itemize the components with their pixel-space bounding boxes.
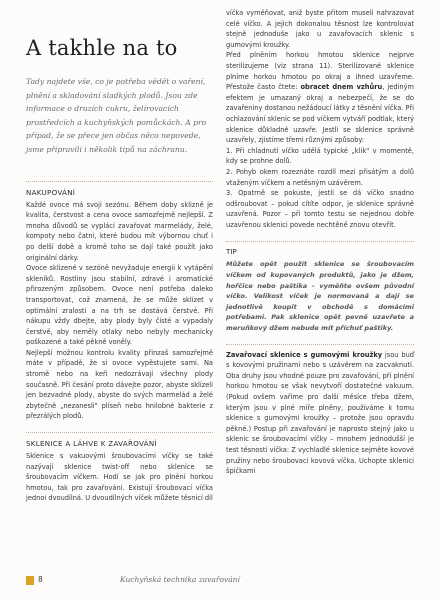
running-title: Kuchyňská technika zavařování [120,575,240,584]
section-gumove-krouzky [226,344,414,477]
page-marker-square [26,576,34,585]
paragraph [226,350,414,477]
left-column [26,36,213,504]
list-item: 3. Opatrně se pokuste, jestli se dá víčko snadno odšroubovat – pokud cítíte odpor, je sklenice správně uzavřená. Pozor – při tomto testu se nejednou dobře uzavřenou sklenici povede nechtěně znovu otevřít. [226,189,414,229]
emphasis-text: obracet dnem vzhůru [300,83,383,92]
text-run: jsou buď s kovovými pružinami nebo s uzávěrem na zacvaknutí. Oba druhy jsou vhodné pouze pro zavařování, při plnění horkou hmotou se však nevytvoří dostatečné vakuum. (Pokud ovšem vaříme pro další měsíce třeba džem, kterým jsou v plné míře plněny, používáme k tomu sklenice s gumovými kroužky – protože jsou opravdu pěkné.) Postup při zavařování je naprosto stejný jako u sklenic se šroubovacími víčky – mnohem jednodušší je test těsnosti víčka: Z vychladlé sklenice sejměte kovové pružiny nebo šroubovací kovová víčka. Uchopte sklenici špičkami [226,350,414,476]
page-title: A takhle na to [26,36,178,60]
text-run: , jediným efektem je umazaný okraj a nebezpečí, že se do zavařeniny dostanou nežádoucí látky z těsnění víčka. Při ochlazování sklenic se pod víčkem vytváří podtlak, který sklenice důkladně uzavře. Jestli se sklenice správně uzavřely, zjistíme třemi různými způsoby: [226,83,414,145]
page-number: 8 [38,575,43,584]
paragraph: Každé ovoce má svoji sezónu. Během doby sklizně je kvalita, čerstvost a cena ovoce samozřejmě nejlepší. Z mnoha důvodů se vyplácí zavařovat marmelády, želé, kompoty nebo čatni, které budou mít výbornou chuť i po delší době a kromě toho se dají také použít jako originální dárky. [26,200,213,262]
paragraph [226,50,414,145]
paragraph: Sklenice s vakuovými šroubovacími víčky se také nazývají sklenice twist-off nebo sklenice se šroubovacím víčkem. Hodí se jak pro plnění horkou hmotou, tak pro zavařování. Existují šroubovací víčka jednoi dvoudílná. U dvoudílných víček můžete těsnicí díl [26,452,213,503]
tip-text: Můžete opět použít sklenice se šroubovacím víčkem od kupovaných produktů, jako je džem, hořčice nebo paštika – vyměňte ovšem původní víčko. Velikost víček je normovaná a dají se jednotlivě koupit v obchodě s domácími potřebami. Pak sklenice opět pevně uzavřete a meruňkový džem nebude mít příchuť paštiky. [226,260,414,333]
tip-box [226,241,414,333]
right-column [226,8,414,477]
paragraph: Nejlepší možnou kontrolu kvality přinzaš samozřejmě máte v případě, že si ovoce vypěstujete sami. Na stromě nebo na keři nedozrávají všechny plody současně. Při česání proto dávejte pozor, abyste sklízeli jen bezvadné plody, abyste do svých marmelád a želé zbytečně „nezanesli" plíseň nebo hnilobné bakterie z přezrálých plodů. [26,348,213,421]
list-item: 1. Při chladnutí víčko udělá typické „klik" v momentě, kdy se prohne dolů. [226,146,414,166]
paragraph: Ovoce sklizené v sezóně nevyžaduje energii k vytápění skleníků. Rostliny jsou stabilní, zdravé i aromatické přirozeným způsobem. Ovoce není potřeba daleko transportovat, což znamená, že se může sklízet v optimální zralosti a na trh se dostává čerstvé. Při nákupu vždy dbejte, aby plody byly čisté a vypadaly čerstvě, aby neměly otlaky nebo nebyly mechanicky poškozené a také pěkně voněly. [26,264,213,347]
section-heading: SKLENICE A LÁHVE K ZAVAŘOVÁNÍ [26,432,213,448]
section-sklenice [26,432,213,504]
page-footer [26,575,414,587]
section-nakupovani [26,181,213,422]
emphasis-text: Zavařovací sklenice s gumovými kroužky [226,350,383,359]
paragraph: víčka vyměňovat, aniž byste přitom museli nahrazovat celé víčko. A jejich dokonalou těsnost lze kontrolovat stejně jednoduše jako u zavařovacích sklenic s gumovými kroužky. [226,9,414,49]
intro-text: Tady najdete vše, co je potřeba vědět o vaření, plnění a skladování sladkých plodů. Jsou zde informace o druzích cukru, želírovacích prostředcích a kuchyňských pomůckách. A pro případ, že se přece jen občas něco nepovede, jsme připravili i několik tipů na záchranu. [26,77,207,154]
text-run: Před plněním horkou hmotou sklenice nejprve sterilizujeme (viz strana 11). Sterilizované sklenice plníme horkou hmotou po okraj a ihned uzavřeme. Přestože často čtete: [226,51,414,92]
section-heading: NAKUPOVÁNÍ [26,181,213,197]
numbered-list [226,146,414,231]
tip-heading: TIP [226,247,237,257]
list-item: 2. Pohyb okem rozeznáte rozdíl mezi přisátým a dolů vtaženým víčkem a netěsným uzávěrem. [226,167,414,187]
